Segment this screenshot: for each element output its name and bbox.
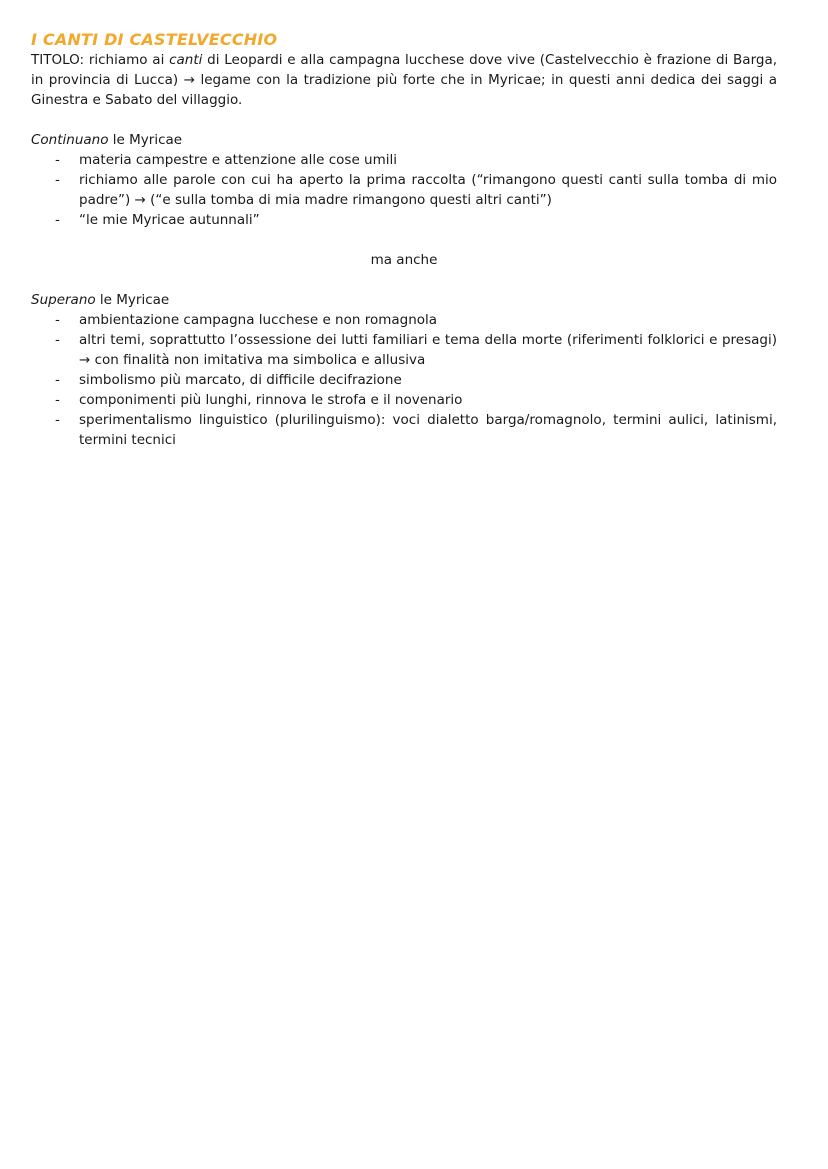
list-item [31,210,777,230]
list-item [31,170,777,210]
list-item-text: ambientazione campagna lucchese e non romagnola [79,312,438,328]
connector-text: ma anche [370,252,438,268]
list-item [31,310,777,330]
spacer [31,270,777,290]
list-item-text: simbolismo più marcato, di difficile decifrazione [79,372,402,388]
dash-bullet: - [55,372,60,388]
list-item [31,330,777,370]
dash-bullet: - [55,392,60,408]
superano-heading-text: le Myricae [95,292,170,308]
superano-emphasis: Superano [31,292,96,308]
document-title: I CANTI DI CASTELVECCHIO [31,30,278,49]
continuano-emphasis: Continuano [31,132,109,148]
spacer [31,230,777,250]
dash-bullet: - [55,212,60,228]
list-item [31,370,777,390]
dash-bullet: - [55,312,60,328]
superano-heading [31,290,777,310]
list-item-text: altri temi, soprattutto l’ossessione dei lutti familiari e tema della morte (riferimenti folklorici e presagi) → con finalità non imitativa ma simbolica e allusiva [79,332,777,368]
list-item [31,150,777,170]
list-item-text: richiamo alle parole con cui ha aperto la prima raccolta (“rimangono questi canti sulla tomba di mio padre”) → (“e sulla tomba di mia madre rimangono questi altri canti”) [79,172,777,208]
spacer [31,110,777,130]
intro-emphasis: canti [169,52,203,68]
continuano-list [31,150,777,230]
dash-bullet: - [55,332,60,348]
dash-bullet: - [55,172,60,188]
intro-label: TITOLO: richiamo ai [31,52,170,68]
list-item-text: componimenti più lunghi, rinnova le strofa e il novenario [79,392,463,408]
list-item-text: materia campestre e attenzione alle cose umili [79,152,397,168]
list-item-text: “le mie Myricae autunnali” [79,212,260,228]
intro-text: di Leopardi e alla campagna lucchese dove vive (Castelvecchio è frazione di Barga, in provincia di Lucca) → legame con la tradizione più forte che in Myricae; in questi anni dedica dei saggi a Ginestra e Sabato del villaggio. [31,52,778,108]
list-item-text: sperimentalismo linguistico (plurilinguismo): voci dialetto barga/romagnolo, termini aulici, latinismi, termini tecnici [79,412,777,448]
continuano-heading-text: le Myricae [108,132,183,148]
continuano-heading [31,130,777,150]
document-page [31,30,777,450]
list-item [31,410,777,450]
superano-list [31,310,777,450]
dash-bullet: - [55,152,60,168]
intro-paragraph [31,50,777,110]
dash-bullet: - [55,412,60,428]
list-item [31,390,777,410]
